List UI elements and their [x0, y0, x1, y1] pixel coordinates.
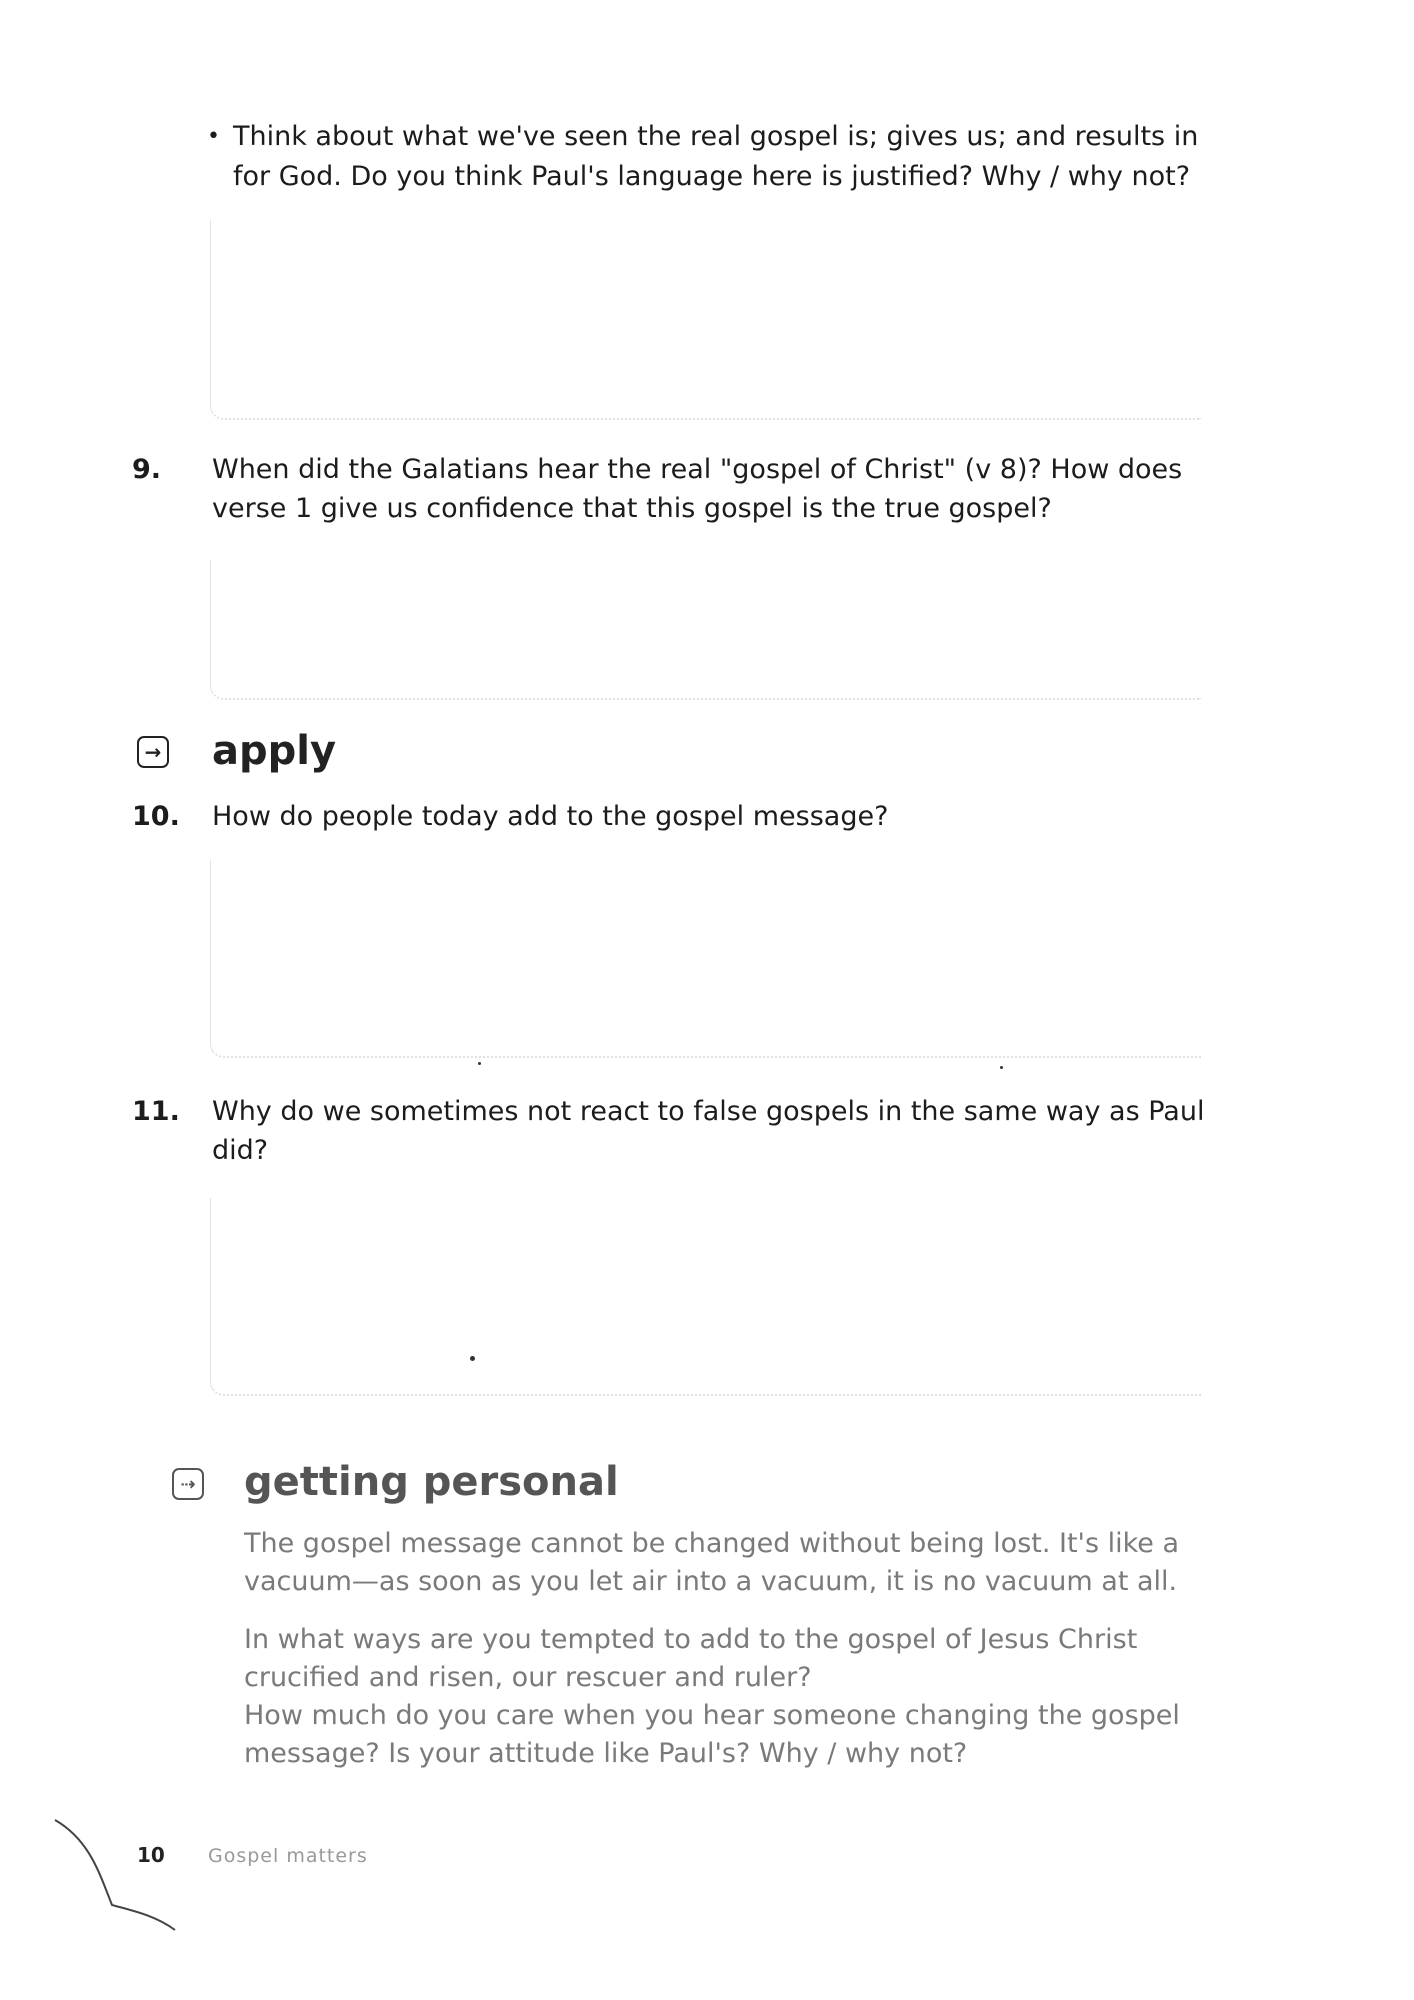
bullet-question — [207, 117, 1207, 197]
footer-title: Gospel matters — [208, 1845, 368, 1867]
getting-personal-paragraph: How much do you care when you hear someone changing the gospel message? Is your attitude like Paul's? Why / why not? — [244, 1700, 1180, 1769]
question-number: 10. — [132, 801, 180, 832]
scan-speck — [1000, 1066, 1003, 1069]
answer-box[interactable] — [210, 560, 1201, 700]
arrow-box-icon: → — [137, 736, 169, 768]
bullet-question-text: Think about what we've seen the real gospel is; gives us; and results in for God. Do you think Paul's language here is justified? Why / why not? — [233, 121, 1199, 192]
footer-page-number: 10 — [137, 1843, 165, 1867]
question-10 — [132, 797, 1212, 836]
page-corner-decoration — [50, 1815, 190, 1935]
answer-box[interactable] — [210, 860, 1201, 1058]
getting-personal-heading: getting personal — [244, 1459, 619, 1505]
bullet-dot: • — [207, 124, 220, 149]
question-9 — [132, 450, 1212, 528]
answer-box[interactable] — [210, 1198, 1201, 1396]
question-number: 11. — [132, 1096, 180, 1127]
getting-personal-paragraph: The gospel message cannot be changed without being lost. It's like a vacuum—as soon as you let air into a vacuum, it is no vacuum at all. — [244, 1528, 1180, 1597]
scan-speck — [470, 1356, 475, 1361]
question-text: Why do we sometimes not react to false gospels in the same way as Paul did? — [212, 1096, 1205, 1166]
answer-box[interactable] — [210, 220, 1201, 420]
getting-personal-paragraph: In what ways are you tempted to add to the gospel of Jesus Christ crucified and risen, our rescuer and ruler? — [244, 1624, 1138, 1693]
apply-heading: apply — [212, 728, 337, 774]
arrow-box-icon: ⇢ — [172, 1468, 204, 1500]
scan-speck — [478, 1062, 481, 1065]
question-text: When did the Galatians hear the real "gospel of Christ" (v 8)? How does verse 1 give us confidence that this gospel is the true gospel? — [212, 454, 1183, 524]
question-text: How do people today add to the gospel message? — [212, 801, 889, 832]
question-11 — [132, 1092, 1212, 1170]
question-number: 9. — [132, 454, 162, 485]
